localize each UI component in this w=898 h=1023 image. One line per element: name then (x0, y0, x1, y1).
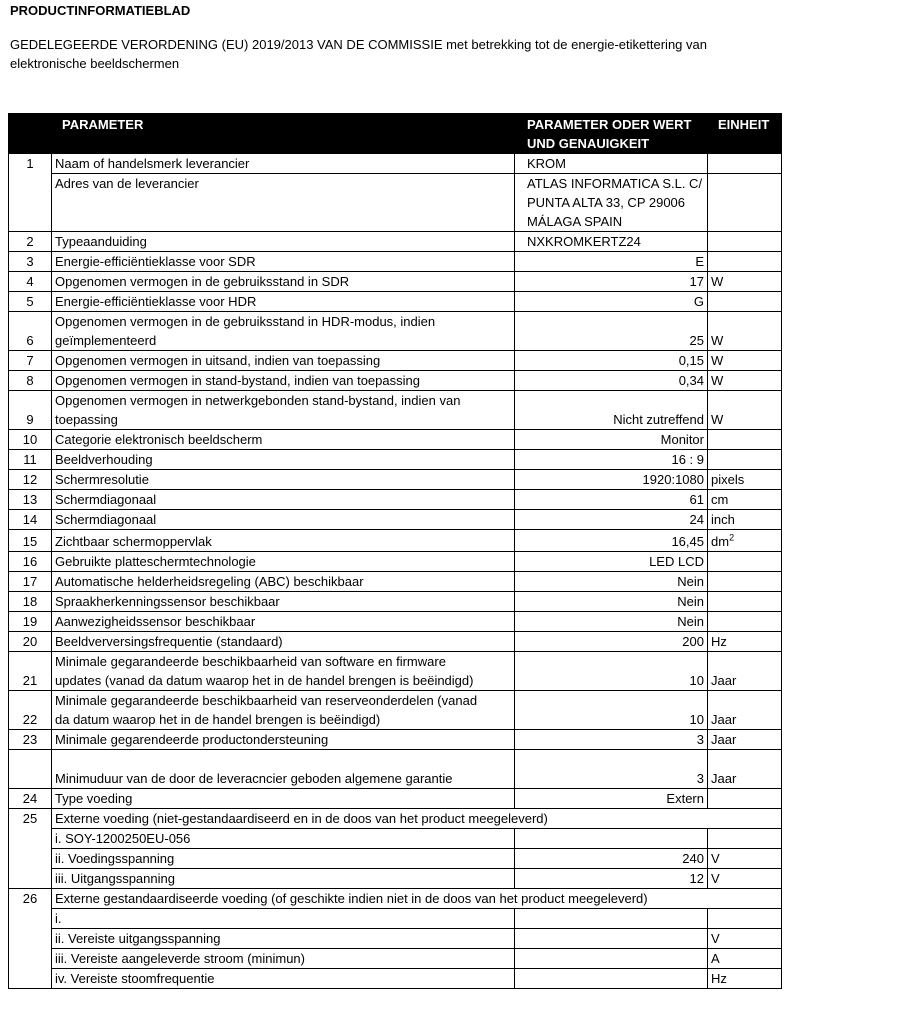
table-row (9, 252, 782, 272)
table-row (9, 450, 782, 470)
row-unit (708, 592, 782, 612)
row-number: 24 (9, 789, 52, 809)
address-line3: MÁLAGA SPAIN (527, 214, 623, 229)
row-value: G (515, 292, 708, 312)
row-number: 17 (9, 572, 52, 592)
header-value-line1: PARAMETER ODER WERT (527, 117, 692, 132)
row-parameter: ii. Vereiste uitgangsspanning (52, 929, 515, 949)
row-unit: inch (708, 510, 782, 530)
row-unit (708, 909, 782, 929)
table-row (9, 612, 782, 632)
row-number: 11 (9, 450, 52, 470)
row-parameter-line2: da datum waarop het in de handel brengen is beëindigd) (55, 712, 381, 727)
row-parameter-line1: Minimale gegarandeerde beschikbaarheid van reserveonderdelen (vanad (55, 693, 478, 708)
header-unit: EINHEIT (708, 114, 782, 154)
row-number: 5 (9, 292, 52, 312)
row-unit (708, 430, 782, 450)
row-unit (708, 530, 782, 552)
row-unit: Jaar (708, 750, 782, 789)
row-unit: cm (708, 490, 782, 510)
row-parameter: Automatische helderheidsregeling (ABC) beschikbaar (52, 572, 515, 592)
row-parameter-line2: toepassing (55, 412, 118, 427)
row-number: 18 (9, 592, 52, 612)
table-row (9, 552, 782, 572)
row-value: 0,15 (515, 351, 708, 371)
row-parameter (52, 652, 515, 691)
unit-superscript: 2 (729, 532, 735, 543)
row-parameter: Categorie elektronisch beeldscherm (52, 430, 515, 450)
row-value (515, 949, 708, 969)
table-row (9, 789, 782, 809)
row-parameter (52, 391, 515, 430)
row-value: Nein (515, 612, 708, 632)
row-parameter: iii. Uitgangsspanning (52, 869, 515, 889)
row-number: 1 (9, 154, 52, 232)
row-parameter: Aanwezigheidssensor beschikbaar (52, 612, 515, 632)
row-parameter: Beeldverversingsfrequentie (standaard) (52, 632, 515, 652)
row-unit: W (708, 312, 782, 351)
row-unit: V (708, 929, 782, 949)
table-row (9, 829, 782, 849)
row-number: 2 (9, 232, 52, 252)
row-parameter: Opgenomen vermogen in de gebruiksstand in SDR (52, 272, 515, 292)
row-value: 1920:1080 (515, 470, 708, 490)
row-parameter (52, 312, 515, 351)
row-value: 240 (515, 849, 708, 869)
table-row (9, 391, 782, 430)
table-row (9, 351, 782, 371)
row-parameter: Energie-efficiëntieklasse voor SDR (52, 252, 515, 272)
row-unit (708, 572, 782, 592)
row-parameter (52, 691, 515, 730)
row-unit: V (708, 869, 782, 889)
row-value: 12 (515, 869, 708, 889)
row-value: Nicht zutreffend (515, 391, 708, 430)
table-row (9, 949, 782, 969)
row-parameter: Minimale gegarendeerde productondersteuning (52, 730, 515, 750)
row-value (515, 174, 708, 232)
row-value: Extern (515, 789, 708, 809)
row-number: 15 (9, 530, 52, 552)
row-parameter: iv. Vereiste stoomfrequentie (52, 969, 515, 989)
row-value: 25 (515, 312, 708, 351)
row-parameter: Schermresolutie (52, 470, 515, 490)
table-row (9, 470, 782, 490)
table-row (9, 490, 782, 510)
row-parameter-line1: Minimale gegarandeerde beschikbaarheid van software en firmware (55, 654, 446, 669)
row-parameter: Opgenomen vermogen in stand-bystand, indien van toepassing (52, 371, 515, 391)
row-parameter: i. SOY-1200250EU-056 (52, 829, 515, 849)
row-number: 25 (9, 809, 52, 889)
row-number: 3 (9, 252, 52, 272)
row-unit (708, 252, 782, 272)
table-row (9, 889, 782, 909)
row-number: 20 (9, 632, 52, 652)
row-value: 10 (515, 652, 708, 691)
document-title: PRODUCTINFORMATIEBLAD (10, 3, 191, 18)
document-subtitle: GEDELEGEERDE VERORDENING (EU) 2019/2013 VAN DE COMMISSIE met betrekking tot de energie-etikettering van elektronische beeldschermen (10, 37, 707, 71)
row-unit: Hz (708, 632, 782, 652)
row-value: Nein (515, 572, 708, 592)
product-info-table (8, 113, 782, 989)
row-parameter: Zichtbaar schermoppervlak (52, 530, 515, 552)
table-row (9, 530, 782, 552)
row-value: 17 (515, 272, 708, 292)
row-unit: Hz (708, 969, 782, 989)
row-value: 61 (515, 490, 708, 510)
row-unit: W (708, 272, 782, 292)
row-unit (708, 154, 782, 174)
row-value: 16,45 (515, 530, 708, 552)
row-parameter: Spraakherkenningssensor beschikbaar (52, 592, 515, 612)
row-number (9, 750, 52, 789)
address-line2: PUNTA ALTA 33, CP 29006 (527, 195, 686, 210)
row-value: Monitor (515, 430, 708, 450)
table-row (9, 750, 782, 789)
row-parameter: Minimuduur van de door de leveracncier geboden algemene garantie (52, 750, 515, 789)
row-number: 8 (9, 371, 52, 391)
row-unit: W (708, 351, 782, 371)
row-parameter: i. (52, 909, 515, 929)
row-parameter: Opgenomen vermogen in uitsand, indien van toepassing (52, 351, 515, 371)
row-number: 4 (9, 272, 52, 292)
row-parameter: Adres van de leverancier (52, 174, 515, 232)
table-row (9, 154, 782, 174)
row-number: 6 (9, 312, 52, 351)
row-value: KROM (515, 154, 708, 174)
table-row (9, 312, 782, 351)
row-value: 0,34 (515, 371, 708, 391)
table-row (9, 174, 782, 232)
header-num (9, 114, 52, 154)
unit-text: dm (711, 534, 730, 549)
row-value: 10 (515, 691, 708, 730)
row-parameter: ii. Voedingsspanning (52, 849, 515, 869)
row-parameter: Schermdiagonaal (52, 510, 515, 530)
table-row (9, 909, 782, 929)
row-number: 12 (9, 470, 52, 490)
row-value: E (515, 252, 708, 272)
row-parameter: Type voeding (52, 789, 515, 809)
table-row (9, 929, 782, 949)
row-unit: V (708, 849, 782, 869)
row-unit: Jaar (708, 691, 782, 730)
row-value: LED LCD (515, 552, 708, 572)
row-parameter: Externe voeding (niet-gestandaardiseerd en in de doos van het product meegeleverd) (52, 809, 782, 829)
row-unit (708, 789, 782, 809)
table-header-row (9, 114, 782, 154)
row-unit: W (708, 371, 782, 391)
table-row (9, 809, 782, 829)
row-unit: W (708, 391, 782, 430)
row-number: 19 (9, 612, 52, 632)
table-row (9, 272, 782, 292)
row-unit: pixels (708, 470, 782, 490)
row-unit (708, 450, 782, 470)
table-row (9, 849, 782, 869)
row-unit (708, 552, 782, 572)
row-value (515, 969, 708, 989)
table-row (9, 969, 782, 989)
table-row (9, 652, 782, 691)
row-parameter-line2: updates (vanad da datum waarop het in de handel brengen is beëindigd) (55, 673, 474, 688)
row-unit (708, 829, 782, 849)
row-number: 22 (9, 691, 52, 730)
table-row (9, 292, 782, 312)
table-row (9, 371, 782, 391)
header-parameter: PARAMETER (52, 114, 515, 154)
row-number: 7 (9, 351, 52, 371)
row-value (515, 929, 708, 949)
row-unit (708, 232, 782, 252)
row-parameter: Gebruikte platteschermtechnologie (52, 552, 515, 572)
table-row (9, 510, 782, 530)
row-parameter: Naam of handelsmerk leverancier (52, 154, 515, 174)
row-parameter: Beeldverhouding (52, 450, 515, 470)
row-parameter: Externe gestandaardiseerde voeding (of geschikte indien niet in de doos van het product meegeleverd) (52, 889, 782, 909)
row-number: 26 (9, 889, 52, 989)
row-unit: A (708, 949, 782, 969)
row-unit (708, 612, 782, 632)
row-parameter-line1: Opgenomen vermogen in de gebruiksstand in HDR-modus, indien (55, 314, 436, 329)
row-value: 24 (515, 510, 708, 530)
row-unit: Jaar (708, 652, 782, 691)
row-parameter: Typeaanduiding (52, 232, 515, 252)
row-unit (708, 174, 782, 232)
table-row (9, 232, 782, 252)
row-number: 21 (9, 652, 52, 691)
row-value: 16 : 9 (515, 450, 708, 470)
row-value: 3 (515, 750, 708, 789)
row-parameter: iii. Vereiste aangeleverde stroom (minimun) (52, 949, 515, 969)
row-value: 3 (515, 730, 708, 750)
row-value (515, 909, 708, 929)
table-row (9, 730, 782, 750)
row-number: 23 (9, 730, 52, 750)
row-parameter-line1: Opgenomen vermogen in netwerkgebonden stand-bystand, indien van (55, 393, 461, 408)
row-number: 9 (9, 391, 52, 430)
table-row (9, 592, 782, 612)
table-row (9, 430, 782, 450)
header-value (515, 114, 708, 154)
row-unit (708, 292, 782, 312)
row-number: 13 (9, 490, 52, 510)
address-line1: ATLAS INFORMATICA S.L. C/ (527, 176, 703, 191)
row-number: 10 (9, 430, 52, 450)
row-value: Nein (515, 592, 708, 612)
table-row (9, 632, 782, 652)
row-value (515, 829, 708, 849)
table-row (9, 572, 782, 592)
row-value: NXKROMKERTZ24 (515, 232, 708, 252)
row-number: 16 (9, 552, 52, 572)
row-unit: Jaar (708, 730, 782, 750)
table-row (9, 869, 782, 889)
row-value: 200 (515, 632, 708, 652)
header-value-line2: UND GENAUIGKEIT (527, 136, 650, 151)
row-parameter: Energie-efficiëntieklasse voor HDR (52, 292, 515, 312)
row-number: 14 (9, 510, 52, 530)
row-parameter-line2: geïmplementeerd (55, 333, 157, 348)
table-row (9, 691, 782, 730)
row-parameter: Schermdiagonaal (52, 490, 515, 510)
